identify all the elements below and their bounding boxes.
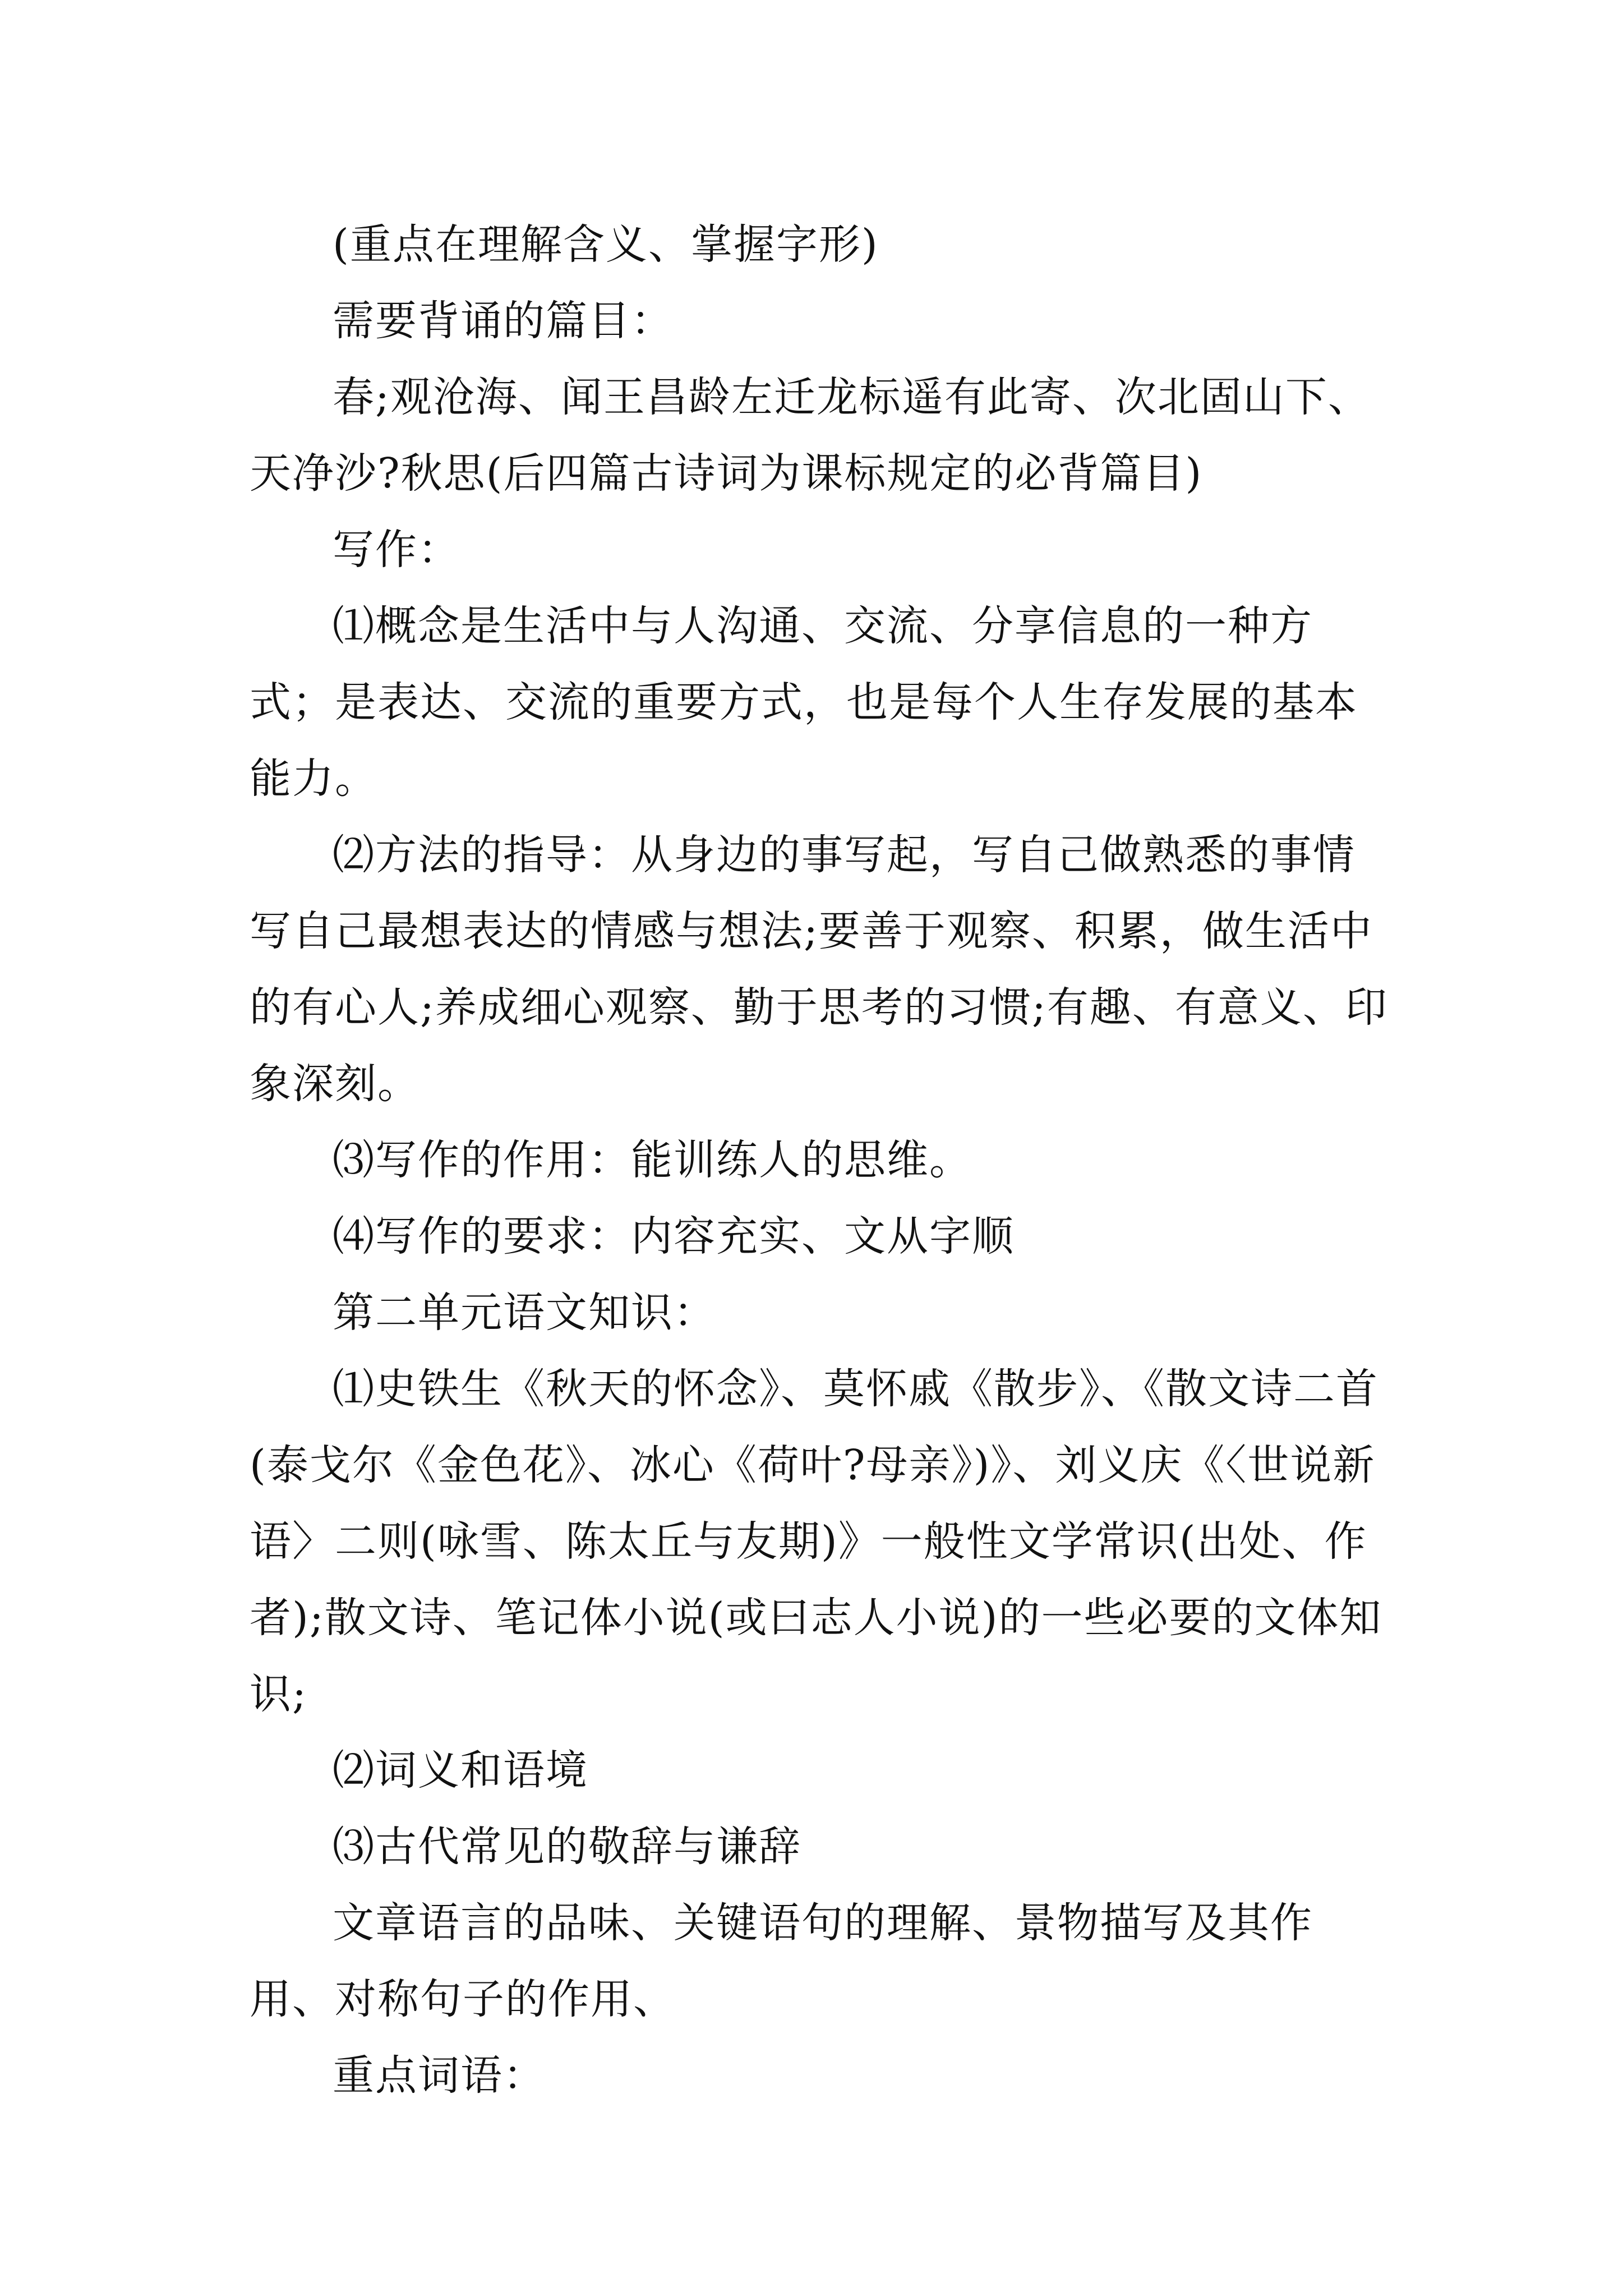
paragraph-recitation-list: 春;观沧海、闻王昌龄左迁龙标遥有此寄、次北固山下、天净沙?秋思(后四篇古诗词为课标规定的必背篇目) — [250, 373, 1371, 498]
paragraph-literature-knowledge: ⑴史铁生《秋天的怀念》、莫怀戚《散步》、《散文诗二首(泰戈尔《金色花》、冰心《荷叶?母亲》)》、刘义庆《〈世说新语〉二则(咏雪、陈太丘与友期)》一般性文学常识(出处、作者);散文诗、笔记体小说(或曰志人小说)的一些必要的文体知识; — [250, 1365, 1382, 1718]
paragraph-key-note: (重点在理解含义、掌握字形) — [333, 220, 879, 269]
paragraph-writing-heading: 写作： — [333, 526, 460, 574]
paragraph-recitation-heading: 需要背诵的篇目： — [333, 297, 674, 345]
paragraph-writing-method: ⑵方法的指导：从身边的事写起，写自己做熟悉的事情写自己最想表达的情感与想法;要善于观察、积累，做生活中的有心人;养成细心观察、勤于思考的习惯;有趣、有意义、印象深刻。 — [250, 831, 1388, 1108]
paragraph-word-context: ⑵词义和语境 — [333, 1746, 588, 1795]
paragraph-writing-requirement: ⑷写作的要求：内容充实、文从字顺 — [333, 1212, 1015, 1260]
paragraph-unit-two-heading: 第二单元语文知识： — [333, 1289, 716, 1337]
document-body — [250, 206, 1394, 2114]
paragraph-writing-concept: ⑴概念是生活中与人沟通、交流、分享信息的一种方式；是表达、交流的重要方式，也是每个人生存发展的基本能力。 — [250, 602, 1358, 803]
paragraph-honorifics: ⑶古代常见的敬辞与谦辞 — [333, 1823, 801, 1871]
paragraph-language-analysis: 文章语言的品味、关键语句的理解、景物描写及其作用、对称句子的作用、 — [250, 1899, 1313, 2023]
paragraph-writing-function: ⑶写作的作用：能训练人的思维。 — [333, 1136, 972, 1184]
paragraph-key-words-heading: 重点词语： — [333, 2051, 546, 2100]
